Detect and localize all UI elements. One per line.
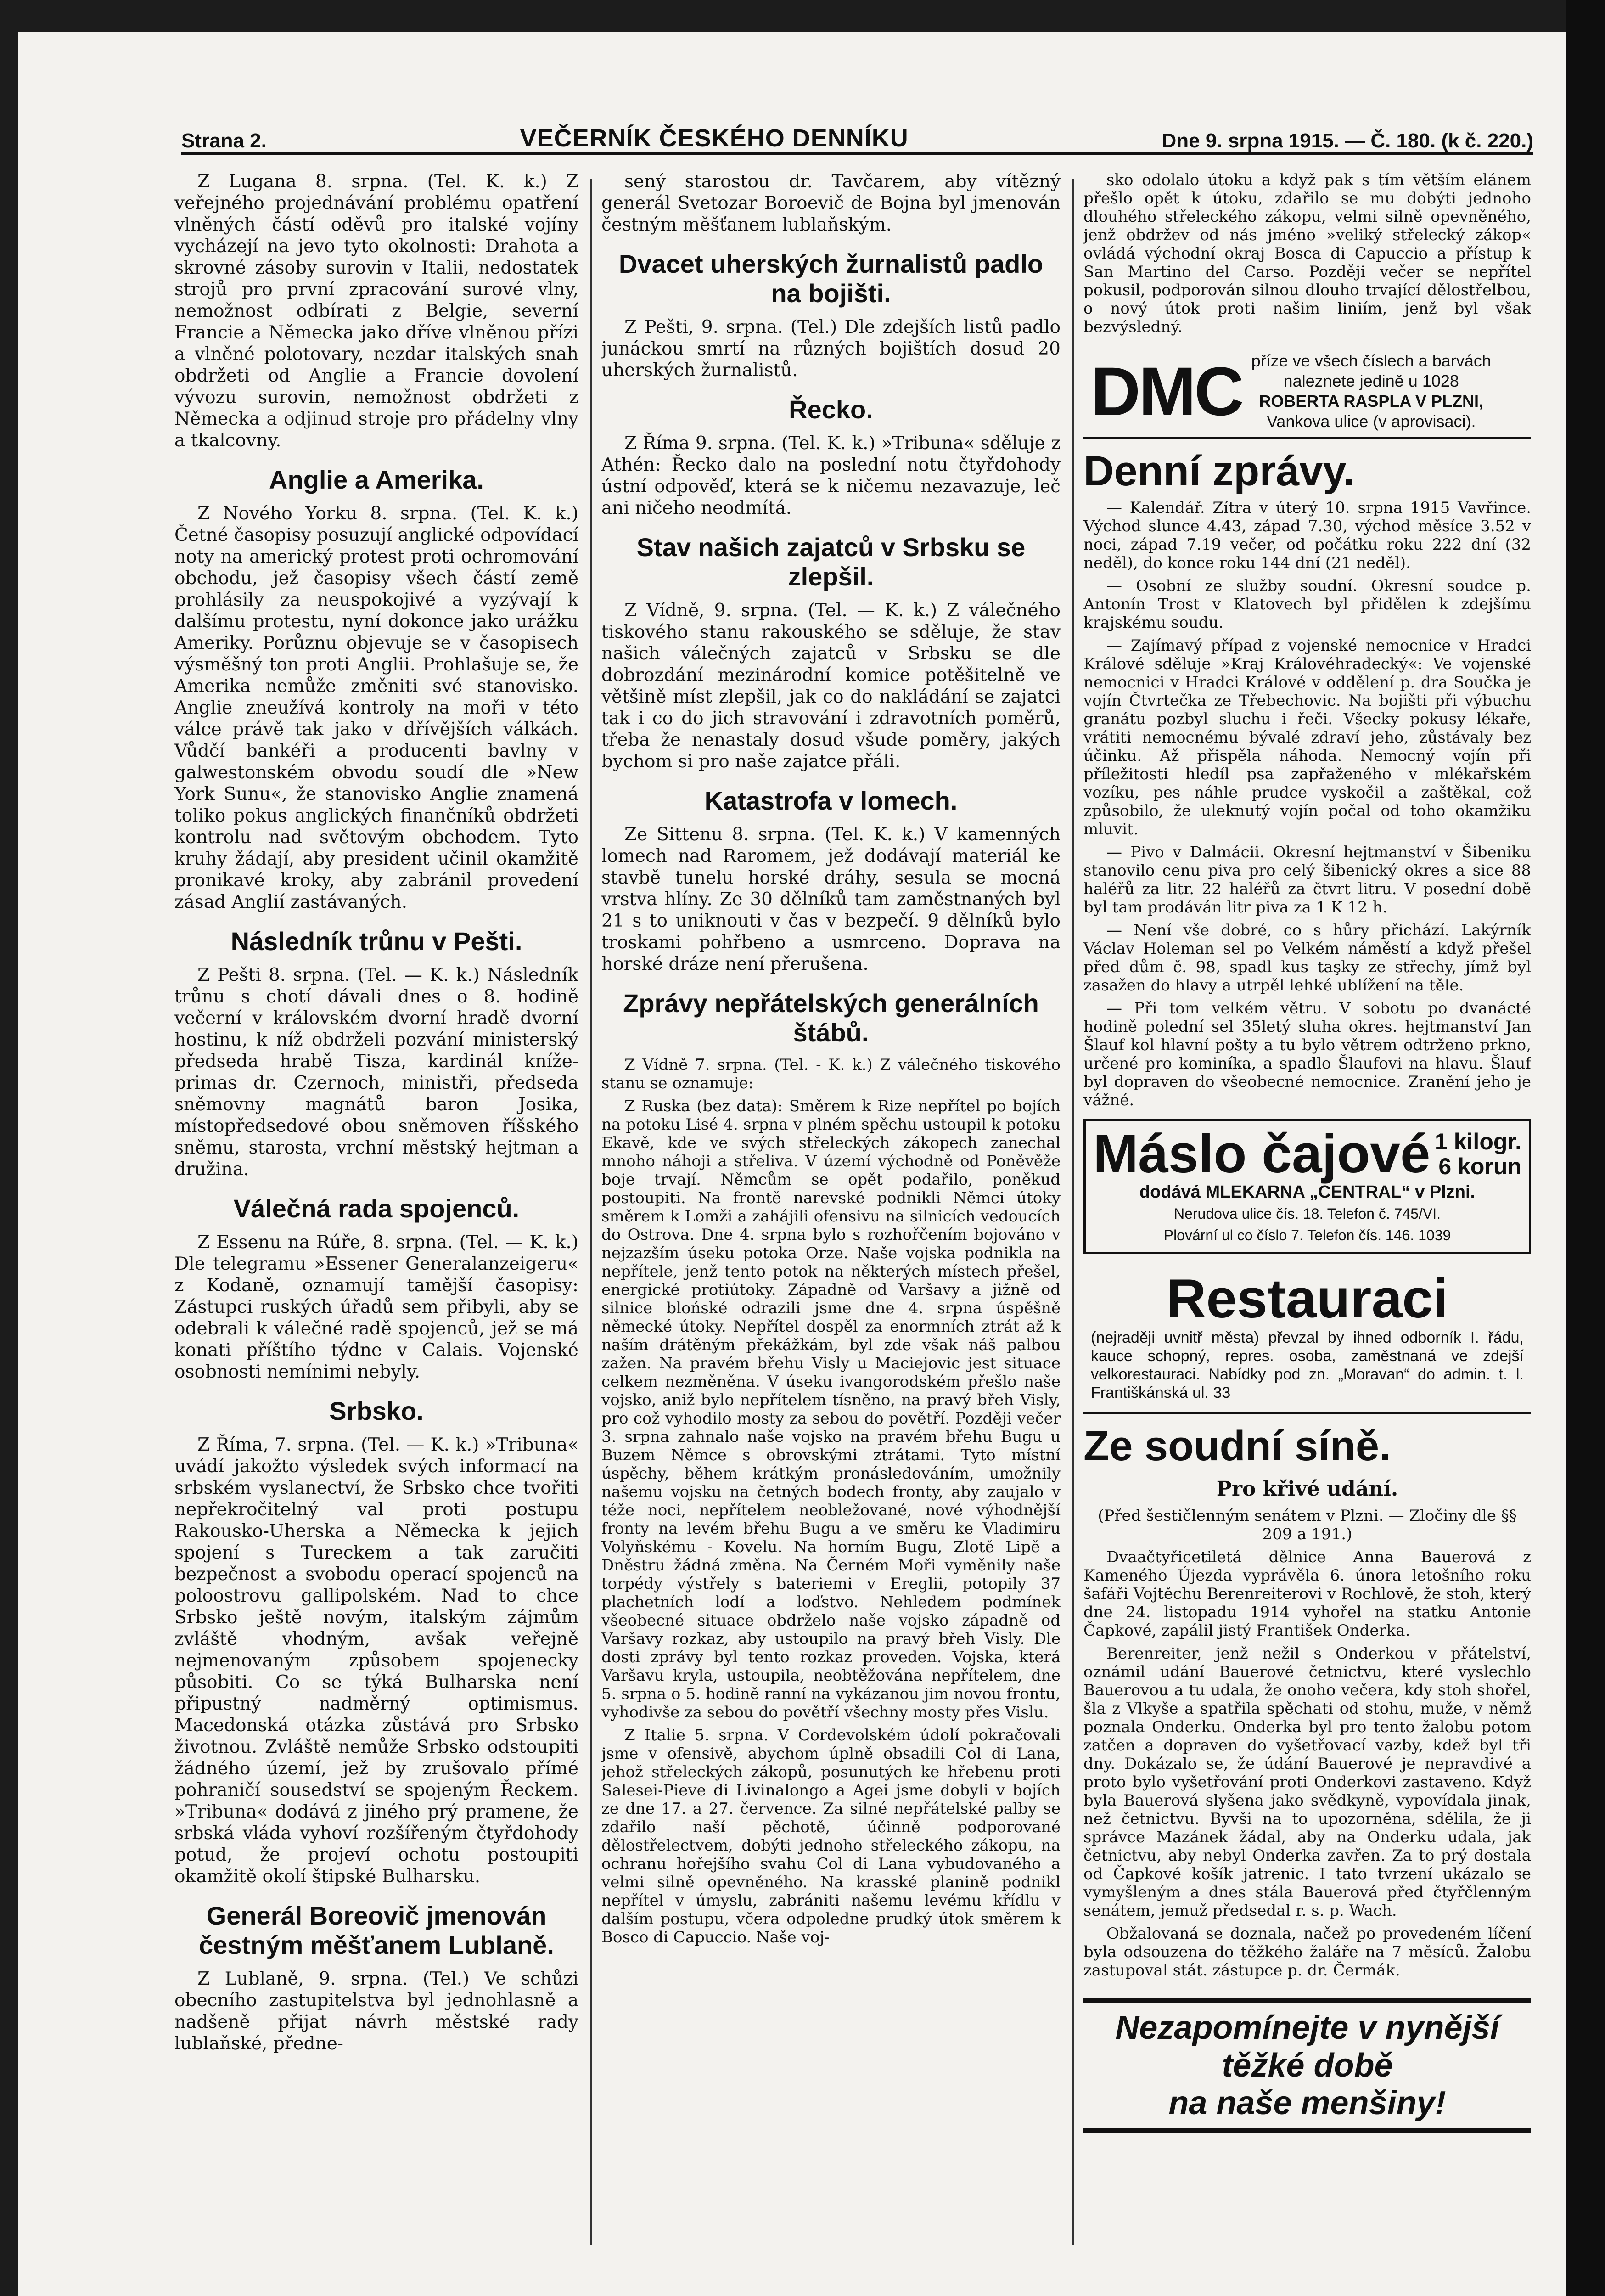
ad-firm: dodává MLEKARNA „CENTRAL“ v Plzni. (1139, 1182, 1476, 1202)
news-item: — Kalendář. Zítra v úterý 10. srpna 1915 Vavřince. Východ slunce 4.43, západ 7.30, východ měsíce 3.52 v noci, západ 7.19 večer, od počátku roku 222 dní (32 neděl), do konce roku 144 dní (21 neděl). (1083, 499, 1531, 572)
article-text: Z Pešti 8. srpna. (Tel. — K. k.) Následník trůnu s chotí dávali dnes o 8. hodině večerní v královském dvorní hradě dvorní hostinu, k níž obdrželi pozvání ministerský předseda hrabě Tisza, kardinál kníže-primas dr. Czernoch, ministři, předseda sněmovny magnátů baron Josika, místopředsedové obou sněmoven říšského sněmu, starosta, vrchní městský hejtman a družina. (174, 965, 578, 1180)
page-number: Strana 2. (181, 129, 267, 152)
headline: Řecko. (789, 395, 873, 424)
article-text: Z Pešti, 9. srpna. (Tel.) Dle zdejších listů padlo junáckou smrtí na různých bojištích dosud 20 uherských žurnalistů. (601, 317, 1061, 381)
ad-line-text: naleznete jedině u (1283, 371, 1418, 390)
column-2 (601, 171, 1061, 2145)
subheading: Pro křivé udání. (1216, 1477, 1398, 1501)
ad-line (1251, 371, 1491, 391)
slogan-line: na naše menšiny! (1168, 2085, 1446, 2122)
column-rule (590, 179, 592, 2245)
headline: Stav našich zajatců v Srbsku se zlepšil. (636, 533, 1026, 591)
slogan-line: těžké době (1222, 2047, 1393, 2084)
article-text: Z Essenu na Rúře, 8. srpna. (Tel. — K. k.) Dle telegramu »Essener Generalanzeigeru« z Kodaně, oznamují tamější časopisy: Zástupci ruských úřadů sem přibyli, aby se odebrali k válečné radě spojenců, jež se má konati příštího týdne v Calais. Vojenské osobnosti nemínimi nebyly. (174, 1232, 578, 1382)
ad-firm: ROBERTA RASPLA V PLZNI, (1259, 392, 1484, 411)
dmc-logo: DMC (1091, 353, 1242, 430)
section-heading: Denní zprávy. (1083, 448, 1355, 495)
butter-ad-title: Máslo čajové (1093, 1124, 1431, 1184)
section-heading: Ze soudní síně. (1083, 1423, 1391, 1469)
dmc-ad-text (1251, 351, 1491, 432)
headline: Následník trůnu v Pešti. (230, 927, 522, 956)
price-weight: 1 kilogr. (1435, 1129, 1521, 1154)
column-rule (1072, 179, 1074, 2245)
ad-address: Plovární ul co číslo 7. Telefon čís. 146. (1163, 1227, 1414, 1244)
article-text: Z Říma, 7. srpna. (Tel. — K. k.) »Tribuna« uvádí jakožto výsledek svých informací na srbském vyslanectví, že Srbsko chce tvořiti nepřekročitelný val proti postupu Rakousko-Uherska a Německa k jejich spojení s Tureckem a tak zaručiti bezpečnost a svobodu operací spojenců na poloostrovu gallipolském. Nad to chce Srbsko ještě novým, italským zájmům zvláště vhodným, avšak veřejně nejmenovaným způsobem spojenecky působiti. Co se týká Bulharska není připustný nadměrný optimismus. Macedonská otázka zůstává pro Srbsko životnou. Zvláště nemůže Srbsko odstoupiti žádného území, jež by zrušovalo přímé pohraničí sousedství se spojeným Řeckem. »Tribuna« dodává z jiného prý pramene, že srbská vláda vyhoví rozšířeným čtyřdohody potud, že projeví ochotu postoupiti okamžitě okolí štipské Bulharsku. (174, 1435, 578, 1887)
headline: Zprávy nepřátelských generálních štábů. (623, 989, 1039, 1047)
article-text: Obžalovaná se doznala, načež po provedeném líčení byla odsouzena do těžkého žaláře na 7 měsíců. Žalobu zastupoval stát. zástupce p. dr. Čermák. (1083, 1925, 1531, 1980)
news-item: — Při tom velkém větru. V sobotu po dvanácté hodině polední sel 35letý sluha okres. hejtmanství Jan Šlauf kol hlavní pošty a tu bylo větrem odtrženo prkno, určené pro kominíka, a spadlo Šlaufovi na hlavu. Šlauf byl dopraven do všeobecné nemocnice. Zranění jeho je vážné. (1083, 999, 1531, 1109)
ad-address-line (1093, 1225, 1521, 1246)
article-text: Berenreiter, jenž nežil s Onderkou v přátelství, oznámil udání Bauerové četnictvu, které vyslechlo Bauerovou a tu udala, že onoho večera, kdy stoh shořel, šla z Vlkyše a spatřila spěchati od stohu, muže, v němž poznala Onderku. Onderka byl pro tento žalobu potom zatčen a dopraven do vyšetřovací vazby, kdež byl tři dny. Dokázalo se, že údání Bauerové je nepravdivé a proto bylo vyšetřování proti Onderkovi zastaveno. Když byla Bauerová slyšena jako svědkyně, vypovídala jinak, než četnictvu. Byvši na to upozorněna, sdělila, že ji správce Mazánek žádal, aby na Onderku udala, jak četnictvu, aby nebyl Onderka zavřen. Za to prý dostala od Čapkové košík jatrenic. I tato tvrzení ukázalo se vymyšleným a dnes stála Bauerová před čtyřčlenným senátem, jemuž předsedal r. s. p. Wach. (1083, 1644, 1531, 1920)
article-text: Z Nového Yorku 8. srpna. (Tel. K. k.) Četné časopisy posuzují anglické odpovídací noty na americký protest proti ochromování obchodu, jež časopisy všech částí země prohlásily za neuspokojivé a vyzývají k dalšímu protestu, nyní dokonce jako urážku Ameriky. Porůznu objevuje se v časopisech výsměšný ton proti Anglii. Prohlašuje se, že Amerika nemůže změniti své stanovisko. Anglie zneužívá kontroly na moři v této válce právě tak jako v dřívějších válkách. Vůdčí bankéři a producenti bavlny v galwestonském obvodu soudí dle »New York Sunu«, že stanovisko Anglie znamená toliko pokus anglických finančníků obdržeti kontrolu nad světovým obchodem. Tyto kruhy žádají, aby president učinil okamžitě pronikavé kroky, aby zabránil provedení zásad Anglií zastávaných. (174, 503, 578, 912)
minority-slogan (1083, 1998, 1531, 2133)
restaurant-ad-title: Restauraci (1166, 1268, 1448, 1329)
headline: Dvacet uherských žurnalistů padlo na bojišti. (618, 249, 1044, 308)
issue-date: Dne 9. srpna 1915. — Č. 180. (k č. 220.) (1162, 129, 1533, 152)
court-note: (Před šestičlenným senátem v Plzni. — Zločiny dle §§ 209 a 191.) (1098, 1507, 1517, 1543)
news-item: — Osobní ze služby soudní. Okresní soudce p. Antonín Trost v Klatovech byl přidělen k zdejšímu krajskému soudu. (1083, 577, 1531, 632)
ad-line: příze ve všech číslech a barvách (1251, 351, 1491, 370)
ad-number: 33 (1213, 1384, 1231, 1401)
ad-address: Nerudova ulice čís. 18. Telefon č. 745/VI. (1173, 1205, 1441, 1222)
article-text: Z Lugana 8. srpna. (Tel. K. k.) Z veřejného projednávání problému opatření vlněných částí oděvů pro italské vojíny vycházejí na jevo tyto okolnosti: Drahota a skrovné zásoby surovin v Italii, nedostatek strojů pro první zpracování surové vlny, nemožnost odbírati z Belgie, severní Francie a Německa jako dříve vlněnou přízi a vlněné polotovary, nezdar italských snah obdržeti od Anglie a Francie dovolení vývozu surovin, nemožnost obdržeti z Německa a odjinud stroje pro přádelny vlny a tkalcovny. (174, 171, 578, 451)
masthead-title: VEČERNÍK ČESKÉHO DENNÍKU (520, 124, 909, 152)
ad-number: 1028 (1422, 371, 1459, 390)
headline: Katastrofa v lomech. (704, 786, 958, 815)
headline: Generál Boreovič jmenován čestným měšťanem Lublaně. (199, 1901, 554, 1959)
headline: Srbsko. (329, 1396, 424, 1425)
article-text: sko odolalo útoku a když pak s tím větším elánem přešlo opět k útoku, zdařilo se mu dobýti jednoho dlouhého střeleckého zákopu, velmi silně opevněného, jenž obdržev od nás jméno »veliký střelecký zákop« ovládá východní okraj Bosca di Capuccio a přístup k San Martino del Carso. Později večer se nepřítel pokusil, podporován silnou dlouho trvající dělostřelbou, o nový útok proti našim liniím, jenž byl však bezvýsledný. (1083, 171, 1531, 336)
price-value: 6 korun (1438, 1154, 1521, 1179)
ad-text (1091, 1328, 1524, 1402)
slogan-line: Nezapomínejte v nynější (1115, 2009, 1499, 2046)
headline: Anglie a Amerika. (269, 465, 484, 494)
news-item: — Není vše dobré, co s hůry přichází. Lakýrník Václav Holeman sel po Velkém náměstí a když přešel před dům č. 98, spadl kus taşky ze střechy, jímž byl zasažen do hlavy a utrpěl lehké ublížení na těle. (1083, 921, 1531, 995)
column-3 (1083, 171, 1531, 2145)
article-text: Z Lublaně, 9. srpna. (Tel.) Ve schůzi obecního zastupitelstva byl jednohlasně a nadšeně přijat návrh městské rady lublaňské, předne- (174, 1969, 578, 2054)
article-text: Z Vídně, 9. srpna. (Tel. — K. k.) Z válečného tiskového stanu rakouského se sděluje, že stav našich válečných zajatců v Srbsku se dle dobrozdání mezinárodní komice potěšitelně ve většině míst zlepšil, jak co do nakládání se zajatci tak i co do jich stravování i zdravotních poměrů, třeba že nenastaly dosud všude poměry, jakých bychom si pro naše zajatce přáli. (601, 600, 1061, 772)
news-item: — Pivo v Dalmácii. Okresní hejtmanství v Šibeniku stanovilo cenu piva pro celý šibenický okres a sice 88 haléřů za litr. 22 haléřů za čtvrt litru. V posední době byl tam prodáván litr piva za 1 K 12 h. (1083, 843, 1531, 917)
page-header (181, 125, 1533, 155)
butter-ad-top (1093, 1126, 1521, 1182)
ad-number: 1039 (1418, 1227, 1451, 1244)
ad-address: Vankova ulice (v aprovisaci). (1266, 412, 1476, 431)
article-text: Ze Sittenu 8. srpna. (Tel. K. k.) V kamenných lomech nad Raromem, jež dodávají materiál ke stavbě tunelu horské dráhy, sesula se mocná vrstva hlíny. Ze 30 dělníků tam zaměstnaných byl 21 s to uniknouti v čas v bezpečí. 9 dělníků bylo troskami pohřbeno a usmrceno. Doprava na horské dráze není přerušena. (601, 824, 1061, 974)
article-text: Dvaačtyřicetiletá dělnice Anna Bauerová z Kameného Újezda vyprávěla 6. února letošního roku šafáři Vojtěchu Berenreiterovi v Rochlově, že stoh, který dne 24. listopadu 1914 vyhořel na statku Antonie Čapkové, zapálil jistý František Onderka. (1083, 1548, 1531, 1640)
butter-ad-price (1435, 1129, 1521, 1179)
article-text: Z Italie 5. srpna. V Cordevolském údolí pokračovali jsme v ofensivě, abychom úplně obsadili Col di Lana, jehož střeleckých zákopů, posunutých ke hřebenu proti Salesei-Pieve di Livinalongo a Agei jsme dobyli v bojích ze dne 17. a 27. července. Za silné nepřátelské palby se zdařilo naší pěchotě, účinně podporované dělostřelectvem, dobýti jednoho střeleckého zákopu, na ochranu hořejšího svahu Col di Lana vybudovaného a velmi silně opevněného. Na krasské planině podnikl nepřítel v úmyslu, zabrániti našemu levému křídlu v dalším postupu, včera odpoledne prudký útok směrem k Bosco di Capuccio. Naše voj- (601, 1726, 1061, 1947)
article-text: Z Říma 9. srpna. (Tel. K. k.) »Tribuna« sděluje z Athén: Řecko dalo na poslední notu čtyřdohody ústní odpověď, která se k ničemu nezavazuje, leč ani ničeho neodmítá. (601, 433, 1061, 518)
article-text: Z Vídně 7. srpna. (Tel. - K. k.) Z válečného tiskového stanu se oznamuje: (601, 1056, 1061, 1092)
restaurant-advertisement (1083, 1263, 1531, 1414)
headline: Válečná rada spojenců. (233, 1194, 520, 1223)
scan-edge (1566, 0, 1605, 2296)
ad-text-body: (nejraději uvnitř města) převzal by ihned odborník I. řádu, kauce schopný, repres. osoba, zaměstnaná ve zdejší velkorestauraci. Nabídky pod zn. „Moravan“ do admin. t. l. Františkánská ul. (1091, 1329, 1524, 1401)
article-text: Z Ruska (bez data): Směrem k Rize nepřítel po bojích na potoku Lisé 4. srpna v plném spěchu ustoupil k potoku Ekavě, kde ve svých střeleckých zákopech zanechal mnoho náhoji a střeliva. V území východně od Poněvěže boje trvají. Němcům se opět podařilo, poněkud postoupiti. Na frontě narevské podnikli Němci útoky směrem k Lomži a zahájili ofensivu na silnicích vedoucích do Ostrova. Dne 4. srpna bylo s rozhořčením bojováno v nejzazším úseku potoka Orze. Naše vojska podnikla na nepřítele, jenž tento potok na některých místech přešel, energické protiútoky. Západně od Varšavy a jižně od silnice blońské odrazili jsme dne 4. srpna úspěšně německé útoky. Nepřítel dospěl za enormních ztrát až k naším drátěným překážkám, byl zde však náš palbou zažen. Na pravém břehu Visly u Maciejovic jest situace celkem nezměněna. V úseku ivangorodském přešlo naše vojsko, aniž bylo nepřítelem tísněno, na pravý břeh Visly, pro což vyhodilo mosty za sebou do povětří. Později večer 3. srpna zahnalo naše vojsko na pravém břehu Bugu u Buzem Němce s obrovskými ztrátami. Tyto místní úspěchy, během krátkým pronásledováním, umožnily našemu vojsku na četných bodech fronty, aby zaujalo v téže noci, nepřítelem neobležované, nové výhodnější fronty na levém břehu Bugu a ve směru ke Vladimiru Volyňskému - Kovelu. Na horním Bugu, Zlotě Lipě a Dněstru žádná změna. Na Černém Moři vyměnily naše torpédy výstřely s bateriemi v Ereglii, potopily 37 plachetních lodí a loďstvo. Nehledem podmínek všeobecné situace obdrželo naše vojsko západně od Varšavy rozkaz, aby ustoupilo na pravý břeh Visly. Dle dosti zprávy byl tento rozkaz proveden. Vojska, která Varšavu kryla, ustoupila, neobtěžována nepřítelem, dne 5. srpna o 5. hodině ranní na vykázanou jim novou frontu, vyhodivše za sebou do povětří všechny mosty přes Vislu. (601, 1097, 1061, 1722)
news-item: — Zajímavý případ z vojenské nemocnice v Hradci Králové sděluje »Kraj Královéhradecký«: Ve vojenské nemocnici v Hradci Králové v oddělení p. dra Součka je vojín Čtvrtečka ze Třebechovic. Na bojišti při výbuchu granátu pozbyl sluchu i řeči. Všecky pokusy lékaře, vrátiti nemocnému bývalé zdraví jeho, zůstávaly bez účinku. Až přispěla náhoda. Nemocný vojín při příležitosti hledíl psa zapřaženého v mlékařském vozíku, pes náhle prudce vyskočil a zaštěkal, což způsobilo, že uleknutý vojín počal od toho okamžiku mluvit. (1083, 636, 1531, 838)
column-1 (174, 171, 578, 2145)
butter-advertisement (1083, 1119, 1531, 1254)
article-text: sený starostou dr. Tavčarem, aby vítězný generál Svetozar Boroevič de Bojna byl jmenován čestným měšťanem lublaňským. (601, 171, 1061, 235)
dmc-advertisement (1083, 345, 1531, 439)
